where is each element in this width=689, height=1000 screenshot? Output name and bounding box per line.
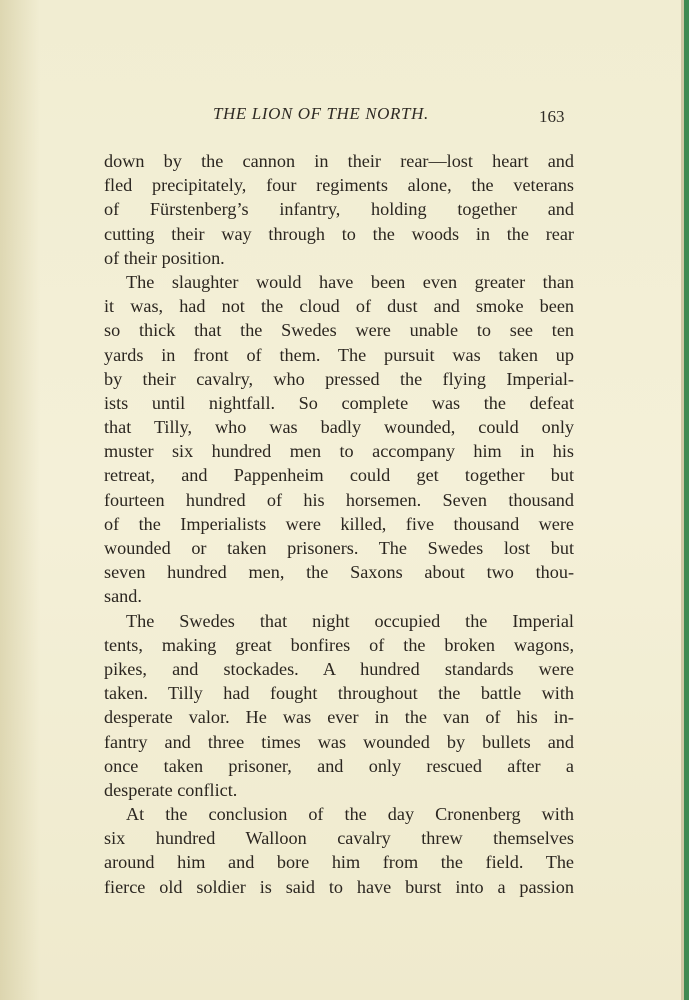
text-line: fantry and three times was wounded by bullets and bbox=[104, 731, 574, 752]
text-line: desperate conflict. bbox=[104, 779, 238, 800]
text-line: taken. Tilly had fought throughout the battle with bbox=[104, 683, 574, 704]
text-line: fierce old soldier is said to have burst into a passion bbox=[104, 876, 574, 897]
text-line: six hundred Walloon cavalry threw themselves bbox=[104, 828, 574, 849]
text-line: that Tilly, who was badly wounded, could only bbox=[104, 417, 574, 438]
text-line: of Fürstenberg’s infantry, holding together and bbox=[104, 199, 574, 220]
text-line: At the conclusion of the day Cronenberg with bbox=[126, 804, 574, 825]
text-line: so thick that the Swedes were unable to see ten bbox=[104, 320, 574, 341]
text-line: seven hundred men, the Saxons about two thou- bbox=[104, 562, 574, 583]
text-line: yards in front of them. The pursuit was taken up bbox=[104, 344, 574, 365]
text-line: tents, making great bonfires of the broken wagons, bbox=[104, 634, 574, 655]
text-line: muster six hundred men to accompany him in his bbox=[104, 441, 574, 462]
page-number: 163 bbox=[539, 107, 565, 126]
text-line: cutting their way through to the woods in the rear bbox=[104, 223, 574, 244]
text-line: of their position. bbox=[104, 247, 225, 268]
text-line: retreat, and Pappenheim could get together but bbox=[104, 465, 574, 486]
text-line: The Swedes that night occupied the Imperial bbox=[126, 610, 574, 631]
running-head: THE LION OF THE NORTH. bbox=[213, 104, 429, 123]
text-line: around him and bore him from the field. The bbox=[104, 852, 574, 873]
book-cover-edge bbox=[684, 0, 689, 1000]
text-line: desperate valor. He was ever in the van of his in- bbox=[104, 707, 574, 728]
body-text bbox=[104, 149, 574, 899]
text-line: wounded or taken prisoners. The Swedes lost but bbox=[104, 538, 574, 558]
text-line: fourteen hundred of his horsemen. Seven thousand bbox=[104, 489, 574, 510]
text-line: of the Imperialists were killed, five thousand were bbox=[104, 513, 574, 534]
text-line: it was, had not the cloud of dust and smoke been bbox=[104, 296, 574, 317]
text-line: sand. bbox=[104, 586, 142, 607]
text-line: down by the cannon in their rear—lost heart and bbox=[104, 151, 574, 171]
text-line: by their cavalry, who pressed the flying Imperial- bbox=[104, 368, 574, 389]
text-line: The slaughter would have been even greater than bbox=[126, 271, 574, 292]
text-line: fled precipitately, four regiments alone, the veterans bbox=[104, 175, 574, 196]
text-line: pikes, and stockades. A hundred standards were bbox=[104, 658, 574, 679]
text-line: once taken prisoner, and only rescued after a bbox=[104, 755, 574, 776]
text-line: ists until nightfall. So complete was the defeat bbox=[104, 392, 574, 413]
